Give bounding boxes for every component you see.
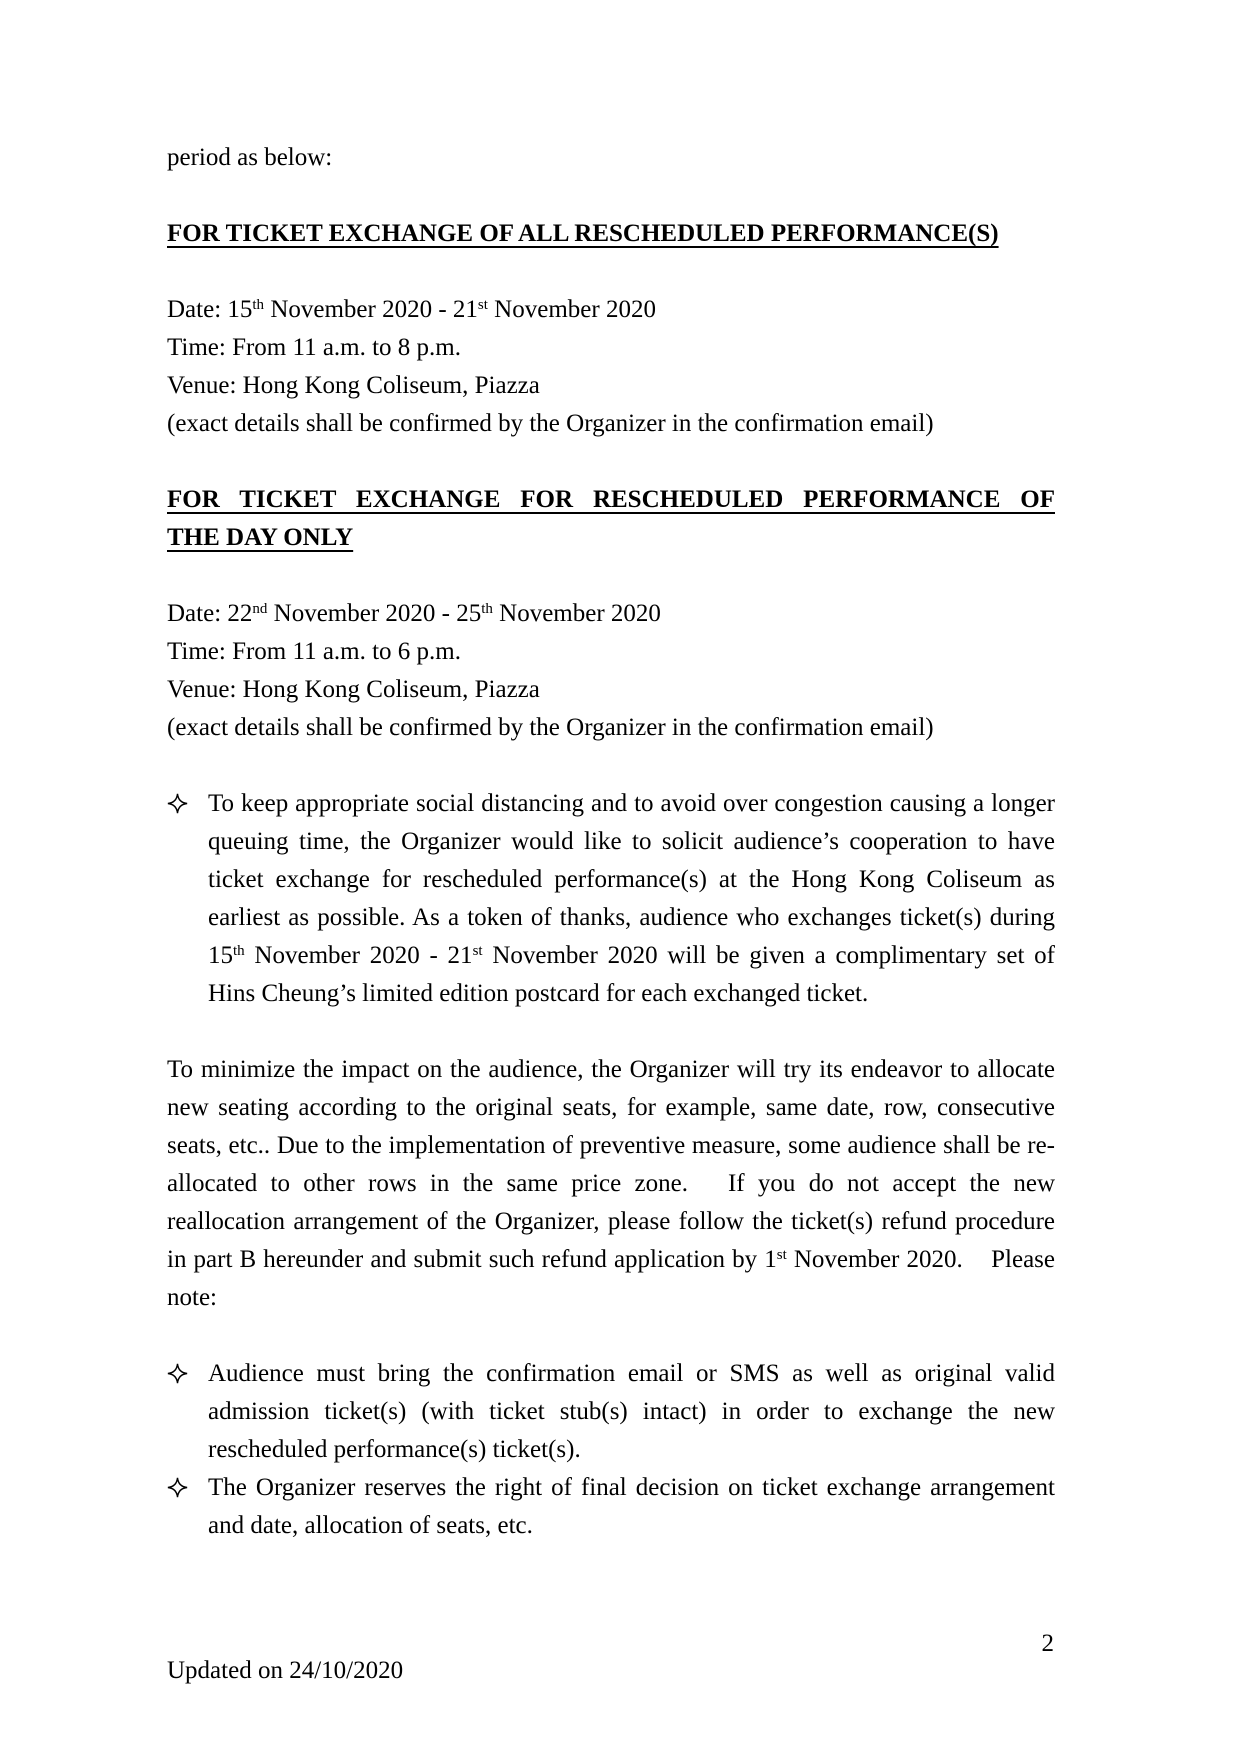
footer-updated-date: Updated on 24/10/2020	[167, 1657, 404, 1684]
section-all-date-line: Date: 15th November 2020 - 21st November 2020	[167, 296, 656, 323]
spacer	[167, 253, 1055, 291]
sparkle-bullet-icon	[167, 1469, 208, 1498]
paragraph-minimize-impact: To minimize the impact on the audience, the Organizer will try its endeavor to allocate new seating according to the original seats, for example, same date, row, consecutive seats, etc.. Due to the implementation of preventive measure, some audience shall be re-allocated to other rows in the same price zone. If you do not accept the new reallocation arrangement of the Organizer, please follow the ticket(s) refund procedure in part B hereunder and submit such refund application by 1st November 2020. Please note:	[167, 1056, 1062, 1311]
section-day-time-line: Time: From 11 a.m. to 6 p.m.	[167, 638, 462, 665]
spacer	[167, 557, 1055, 595]
spacer	[167, 443, 1055, 481]
sparkle-bullet-icon	[167, 1355, 208, 1384]
section-all-heading-text: FOR TICKET EXCHANGE OF ALL RESCHEDULED PERFORMANCE(S)	[167, 220, 999, 247]
page-number: 2	[1041, 1630, 1054, 1657]
section-day-heading-line1	[167, 481, 1055, 519]
section-all-heading	[167, 215, 1055, 253]
bullet-audience-text: Audience must bring the confirmation email or SMS as well as original valid admission ticket(s) (with ticket stub(s) intact) in order to exchange the new rescheduled performance(s) ticket(s).	[208, 1360, 1062, 1463]
bullet-item-organizer-rights	[167, 1469, 1062, 1545]
section-day-heading-line2	[167, 519, 1055, 557]
sparkle-bullet-icon	[167, 785, 208, 814]
section-day-heading-line2-text: THE DAY ONLY	[167, 524, 354, 551]
section-all-note-line: (exact details shall be confirmed by the Organizer in the confirmation email)	[167, 410, 934, 437]
bullet-item-audience-bring	[167, 1355, 1062, 1469]
spacer	[167, 177, 1055, 215]
section-all-venue-line: Venue: Hong Kong Coliseum, Piazza	[167, 372, 540, 399]
section-all-time-line: Time: From 11 a.m. to 8 p.m.	[167, 334, 462, 361]
bullet-social-text: To keep appropriate social distancing and to avoid over congestion causing a longer queuing time, the Organizer would like to solicit audience’s cooperation to have ticket exchange for rescheduled performance(s) at the Hong Kong Coliseum as earliest as possible. As a token of thanks, audience who exchanges ticket(s) during 15th November 2020 - 21st November 2020 will be given a complimentary set of Hins Cheung’s limited edition postcard for each exchanged ticket.	[208, 790, 1062, 1007]
spacer	[167, 1317, 1055, 1355]
spacer	[167, 1013, 1055, 1051]
section-day-note-line: (exact details shall be confirmed by the Organizer in the confirmation email)	[167, 714, 934, 741]
bullet-organizer-text: The Organizer reserves the right of final decision on ticket exchange arrangement and date, allocation of seats, etc.	[208, 1474, 1062, 1539]
section-day-venue-line: Venue: Hong Kong Coliseum, Piazza	[167, 676, 540, 703]
section-day-heading-line1-text: FOR TICKET EXCHANGE FOR RESCHEDULED PERFORMANCE OF	[167, 486, 1055, 513]
intro-text: period as below:	[167, 144, 333, 171]
bullet-item-social-distancing	[167, 785, 1062, 1013]
spacer	[167, 747, 1055, 785]
section-day-date-line: Date: 22nd November 2020 - 25th November 2020	[167, 600, 661, 627]
document-body	[167, 139, 1062, 1545]
